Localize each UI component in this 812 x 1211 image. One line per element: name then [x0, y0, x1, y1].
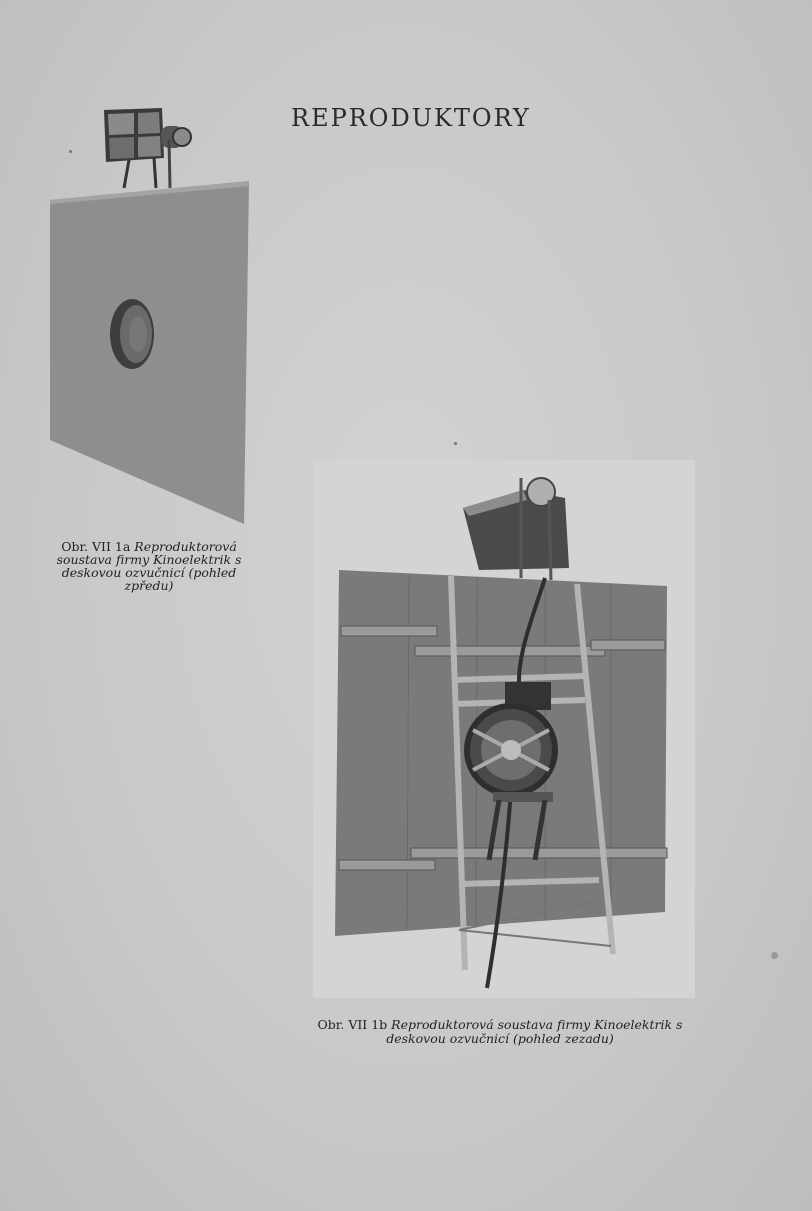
horn-unit — [104, 108, 191, 188]
loudspeaker-rear-photo — [313, 460, 695, 998]
loudspeaker-front-photo — [44, 100, 256, 530]
figure-b-label: Obr. VII 1b — [317, 1017, 388, 1032]
figure-b-caption-text: Reproduktorová soustava firmy Kinoelektrik s deskovou ozvučnicí (pohled zezadu) — [386, 1017, 683, 1046]
paper-speck — [771, 952, 778, 959]
figure-b-caption — [300, 1018, 700, 1046]
page-title: REPRODUKTORY — [291, 104, 531, 132]
paper-speck — [69, 150, 72, 153]
figure-a-caption-text: Reproduktorová soustava firmy Kinoelektrik s deskovou ozvučnicí (pohled zpředu) — [56, 539, 242, 593]
paper-speck — [454, 442, 457, 445]
figure-a-label: Obr. VII 1a — [61, 539, 131, 554]
figure-a-caption — [46, 540, 252, 592]
